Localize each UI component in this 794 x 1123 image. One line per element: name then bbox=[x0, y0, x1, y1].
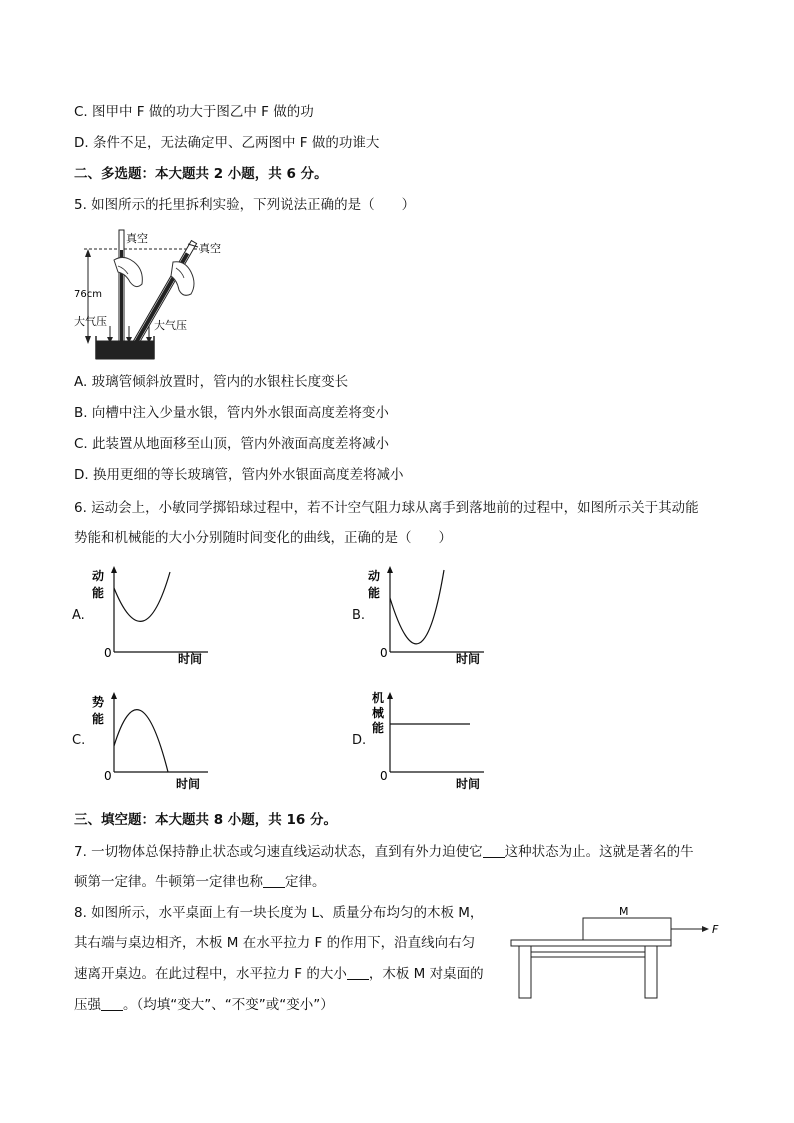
section3-title: 三、填空题：本大题共 8 小题，共 16 分。 bbox=[74, 812, 337, 828]
q5-option-d: D. 换用更细的等长玻璃管，管内外水银面高度差将减小 bbox=[74, 467, 404, 483]
graph-a-ylabel-2: 能 bbox=[92, 586, 105, 600]
air-pressure-right-label: 大气压 bbox=[154, 319, 187, 332]
height-label: 76cm bbox=[74, 289, 102, 300]
graph-b-origin: 0 bbox=[380, 646, 388, 660]
section2-title: 二、多选题：本大题共 2 小题，共 6 分。 bbox=[74, 166, 328, 182]
graph-d-xlabel: 时间 bbox=[456, 777, 481, 791]
graph-a-xlabel: 时间 bbox=[178, 652, 203, 666]
graph-d-origin: 0 bbox=[380, 769, 388, 783]
graph-c-ylabel-1: 势 bbox=[92, 695, 105, 709]
graph-a-origin: 0 bbox=[104, 646, 112, 660]
q7-line1 bbox=[74, 842, 694, 862]
board-label: M bbox=[619, 905, 629, 918]
graph-b-ylabel-2: 能 bbox=[368, 586, 381, 600]
graph-d-ylabel-2: 械 bbox=[372, 706, 385, 720]
q7-line1-part-b: 这种状态为止。这就是著名的牛 bbox=[504, 844, 694, 860]
graph-a-ylabel-1: 动 bbox=[92, 569, 105, 583]
q8-line3-part-b: ，木板 M 对桌面的 bbox=[368, 966, 484, 982]
q7-line2 bbox=[74, 872, 326, 892]
q5-stem: 5. 如图所示的托里拆利实验，下列说法正确的是（ ） bbox=[74, 197, 416, 213]
q8-line1: 8. 如图所示，水平桌面上有一块长度为 L、质量分布均匀的木板 M， bbox=[74, 905, 484, 921]
q5-option-a: A. 玻璃管倾斜放置时，管内的水银柱长度变长 bbox=[74, 374, 349, 390]
graph-a bbox=[90, 562, 220, 670]
graph-c-letter: C. bbox=[72, 733, 86, 748]
q8-line4-part-b: 。（均填“变大”、“不变”或“变小”） bbox=[123, 997, 334, 1013]
q4-option-c: C. 图甲中 F 做的功大于图乙中 F 做的功 bbox=[74, 104, 314, 120]
q4-option-d: D. 条件不足，无法确定甲、乙两图中 F 做的功谁大 bbox=[74, 135, 380, 151]
graph-d-ylabel-1: 机 bbox=[372, 691, 385, 705]
force-label: F bbox=[712, 923, 719, 936]
graph-b-xlabel: 时间 bbox=[456, 652, 481, 666]
graph-a-letter: A. bbox=[72, 608, 85, 623]
graph-b bbox=[366, 562, 496, 670]
graph-b-ylabel-1: 动 bbox=[368, 569, 381, 583]
q7-line2-part-a: 顿第一定律。牛顿第一定律也称 bbox=[74, 874, 263, 890]
graph-d bbox=[366, 688, 496, 796]
q7-line1-part-a: 7. 一切物体总保持静止状态或匀速直线运动状态，直到有外力迫使它 bbox=[74, 844, 483, 860]
q6-stem-line2: 势能和机械能的大小分别随时间变化的曲线，正确的是（ ） bbox=[74, 530, 452, 546]
q7-blank-2 bbox=[263, 873, 285, 888]
q5-option-b: B. 向槽中注入少量水银，管内外水银面高度差将变小 bbox=[74, 405, 389, 421]
q8-line4 bbox=[74, 995, 334, 1015]
q8-line3-part-a: 速离开桌边。在此过程中，水平拉力 F 的大小 bbox=[74, 966, 347, 982]
q5-option-c: C. 此装置从地面移至山顶，管内外液面高度差将减小 bbox=[74, 436, 390, 452]
graph-b-letter: B. bbox=[352, 608, 366, 623]
graph-c bbox=[90, 688, 220, 796]
q7-line2-part-b: 定律。 bbox=[285, 874, 326, 890]
air-pressure-left-label: 大气压 bbox=[74, 315, 107, 328]
vacuum-right-label: 真空 bbox=[199, 242, 221, 255]
q7-blank-1 bbox=[483, 843, 505, 858]
q8-line2: 其右端与桌边相齐，木板 M 在水平拉力 F 的作用下，沿直线向右匀 bbox=[74, 935, 476, 951]
graph-d-ylabel-3: 能 bbox=[372, 721, 385, 735]
q8-blank-2 bbox=[101, 996, 123, 1011]
table-board-figure bbox=[505, 902, 735, 1002]
vacuum-left-label: 真空 bbox=[126, 232, 148, 245]
torricelli-figure bbox=[70, 222, 230, 364]
q8-line4-part-a: 压强 bbox=[74, 997, 101, 1013]
q6-stem-line1: 6. 运动会上，小敏同学掷铅球过程中，若不计空气阻力球从离手到落地前的过程中，如图所示关于其动能 bbox=[74, 500, 699, 516]
graph-c-xlabel: 时间 bbox=[176, 777, 201, 791]
q8-blank-1 bbox=[347, 965, 369, 980]
graph-c-ylabel-2: 能 bbox=[92, 712, 105, 726]
q8-line3 bbox=[74, 964, 484, 984]
graph-c-origin: 0 bbox=[104, 769, 112, 783]
graph-d-letter: D. bbox=[352, 733, 367, 748]
